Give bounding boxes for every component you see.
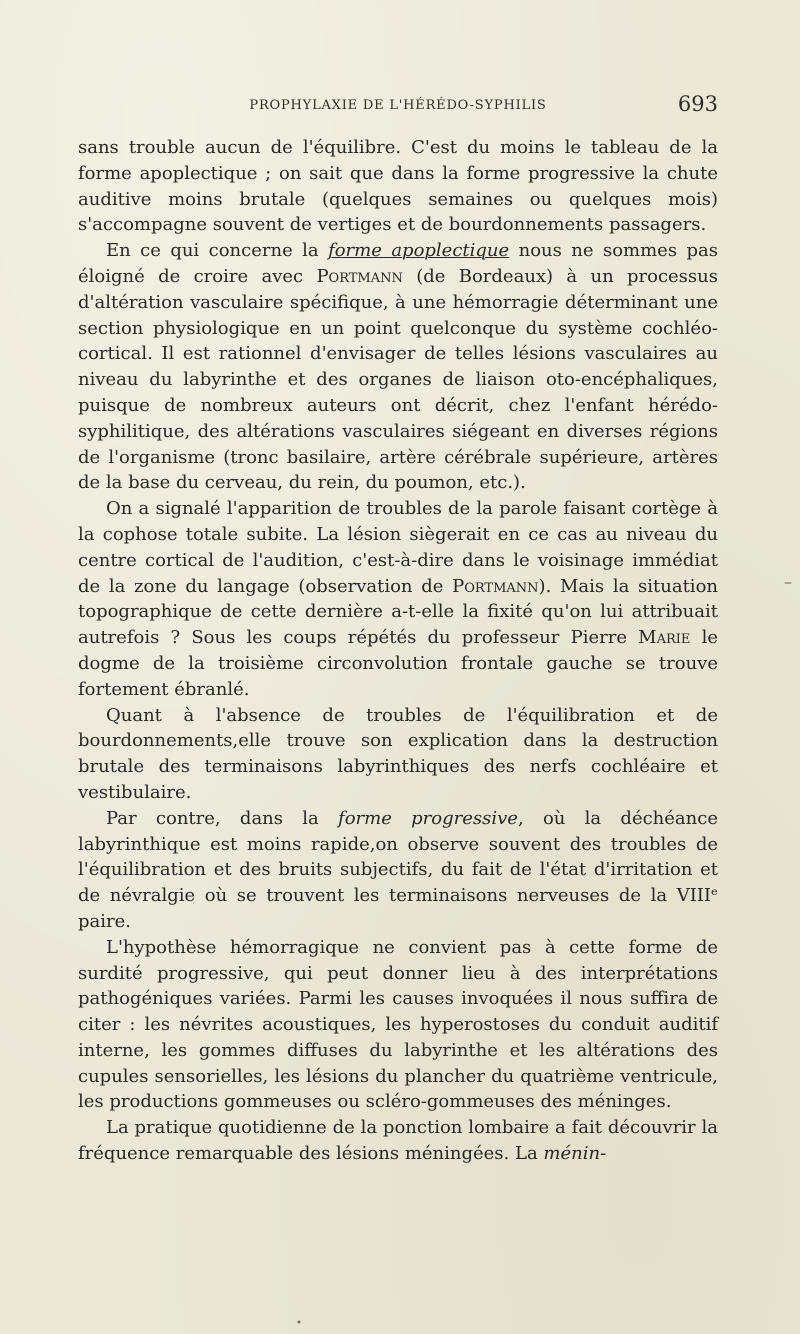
paragraph-5-part-b: , où la déchéance labyrinthique est moins rapide,on observe souvent des troubles de l'équilibration et des bruits subjectifs, du fait de l'état d'irritation et de névralgie où se trouvent les terminaisons nerveuses de la VIIIᵉ paire. <box>78 807 718 932</box>
paragraph-3-part-b: ). Mais la situation topographique de cette dernière a-t-elle la fixité qu'on lui attribuait autrefois ? Sous les coups répétés du professeur Pierre <box>78 575 718 649</box>
paragraph-3-part-a: On a signalé l'apparition de troubles de la parole faisant cortège à la cophose totale subite. La lésion siègerait en ce cas au niveau du centre cortical de l'audition, c'est-à-dire dans le voisinage immédiat de la zone du langage (observation de <box>78 498 718 597</box>
emphasis-forme-progressive: forme progressive <box>338 807 518 829</box>
paragraph-2-part-c: (de Bordeaux) à un processus d'altération vasculaire spécifique, à une hémorragie déterminant une section physiologique en un point quelconque du système cochléo-cortical. Il est rationnel d'envisager de telles lésions vasculaires au niveau du labyrinthe et des organes de liaison oto-encéphaliques, puisque de nombreux auteurs ont décrit, chez l'enfant hérédo-syphilitique, des altérations vasculaires siégeant en diverses régions de l'organisme (tronc basilaire, artère cérébrale supérieure, artères de la base du cerveau, du rein, du poumon, etc.). <box>78 265 718 494</box>
paragraph-3-part-c: le dogme de la troisième circonvolution frontale gauche se trouve fortement ébranlé. <box>78 627 718 700</box>
margin-dash-mark: – <box>784 572 792 591</box>
author-name-marie: Marie <box>638 627 691 649</box>
paragraph-6: L'hypothèse hémorragique ne convient pas à cette forme de surdité progressive, qui peut donner lieu à des interprétations pathogéniques variées. Parmi les causes invoquées il nous suffira de citer : les névrites acoustiques, les hyperostoses du conduit auditif interne, les gommes diffuses du labyrinthe et les altérations des cupules sensorielles, les lésions du plancher du quatrième ventricule, les productions gommeuses ou scléro-gommeuses des méninges. <box>78 936 718 1113</box>
body-text <box>78 135 718 1167</box>
paragraph-7-part-a: La pratique quotidienne de la ponction lombaire a fait découvrir la fréquence remarquable des lésions méningées. La <box>78 1117 718 1165</box>
paragraph-2 <box>78 238 718 496</box>
paragraph-5 <box>78 806 718 935</box>
paragraph-7 <box>78 1115 718 1167</box>
paragraph-5-part-a: Par contre, dans la <box>106 807 339 829</box>
paragraph-2-part-b: nous ne sommes pas éloigné de croire avec <box>78 240 718 287</box>
paragraph-4: Quant à l'absence de troubles de l'équilibration et de bourdonnements,elle trouve son explication dans la destruction brutale des terminaisons labyrinthiques des nerfs cochléaire et vestibulaire. <box>78 704 718 803</box>
author-name-portmann: Portmann <box>316 265 403 287</box>
running-title: PROPHYLAXIE DE L'HÉRÉDO-SYPHILIS <box>249 98 547 113</box>
page-header <box>78 92 718 120</box>
paragraph-2-part-a: En ce qui concerne la <box>106 240 329 262</box>
page-number: 693 <box>677 92 718 116</box>
page-dot-mark: • <box>296 1318 302 1329</box>
emphasis-menin: ménin- <box>543 1143 607 1165</box>
paragraph-3 <box>78 496 718 702</box>
author-name-portmann-2: Portmann <box>452 575 539 597</box>
emphasis-forme-apoplectique: forme apoplectique <box>328 240 510 262</box>
paragraph-1: sans trouble aucun de l'équilibre. C'est du moins le tableau de la forme apoplectique ; on sait que dans la forme progressive la chute auditive moins brutale (quelques semaines ou quelques mois) s'accompagne souvent de vertiges et de bourdonnements passagers. <box>78 137 718 236</box>
